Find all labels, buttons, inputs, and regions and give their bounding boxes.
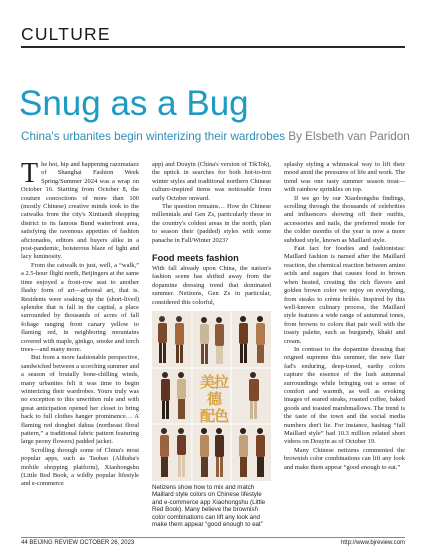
fashion-photo-collage — [152, 311, 271, 481]
paragraph: app) and Douyin (China's version of TikTok), the uptick in searches for both hot-to-trot winter styles and traditional northern Chinese culture-inspired items was noticeable from early October onward. — [152, 161, 271, 202]
paragraph: Scrolling through some of China's most popular apps, such as Taobao (Alibaba's mobile shopping platform), Xiaohongshu (Little Red Book, a wildly popular lifestyle and e-commerce — [21, 446, 139, 488]
byline: By Elsbeth van Paridon — [288, 130, 410, 143]
paragraph: Many Chinese netizens commented the brownish color combinations can lift any look and make them appear “good enough to eat.” — [284, 446, 405, 471]
article-column-3 — [284, 161, 405, 472]
paragraph-text: he hot, hip and happening razzmatazz of Shanghai Fashion Week Spring/Summer 2024 was a wrap on October 16. Starting from October 8, the couture concoctions of more than 100 (mostly Chinese) creative minds took to the catwalks from the city's Xintiandi shopping district to its famous Bund waterfront area, satisfying the ravenous appetites of fashion aficionados, editors and buyers alike in a post-pandemic, boisterous blaze of light and lacy luminosity. — [21, 161, 139, 261]
paragraph: But from a more fashionable perspective, sandwiched between a scorching summer and a season of brutally bone-chilling winds, many urbanites felt it was time to begin winterizing their wardrobes. Yours truly was no exception to this unwritten rule and with great anticipation opened her closet to bring back to full clothes hanger prominence… A flaming red dongbei dahua (northeast floral pattern,” a traditional fabric pattern featuring large peony flowers) padded jacket. — [21, 354, 139, 446]
page-folio: 44 BEIJING REVIEW OCTOBER 26, 2023 — [21, 540, 135, 546]
section-rule — [21, 46, 405, 48]
subheading: Food meets fashion — [152, 253, 239, 263]
deck-text: China's urbanites begin winterizing their wardrobes — [21, 130, 286, 143]
website-link[interactable]: http://www.bjreview.com — [340, 540, 405, 546]
paragraph: If we go by our Xiaohongshu findings, scrolling through the thousands of celebrities and influencers showing off their outfits, accessories and nails, the preferred mode for the colder months of the year is now a more subdued style, known as Maillard style. — [284, 194, 405, 244]
paragraph: splashy styling a whimsical way to lift their mood amid the pressures of life and work. The trend was one tasty summer season treat—with rainbow sprinkles on top. — [284, 161, 405, 194]
paragraph: From the catwalk to just, well, a “walk,” a 2.5-hour flight north, Beijingers at the same time enjoyed a front-row seat to another flashy form of art—arboreal art, that is. Residents were soaking up the (short-lived) splendor that is fall in the capital, a place surrounded by thousands of acres of fall foliage ranging from canary yellow to flaming red, in neighboring mountains covered with maple, ginkgo, smoke and torch trees—and many more. — [21, 261, 139, 353]
paragraph: With fall already upon China, the nation's fashion scene has shifted away from the dopamine dressing trend that dominated summer. Netizens, Gen Zs in particular, considered this colorful, — [152, 265, 271, 306]
section-label: CULTURE — [21, 24, 111, 44]
deck — [21, 130, 410, 144]
article-column-1 — [21, 158, 139, 489]
photo-caption: Netizens show how to mix and match Maillard style colors on Chinese lifestyle and e-commerce app Xiaohongshu (Little Red Book). Many believe the brownish color combinations can lift any look and make them appear “good enough to eat” — [152, 484, 266, 529]
drop-cap: T — [21, 158, 39, 189]
paragraph: Fast fact for foodies and fashionistas: Maillard fashion is named after the Maillard reaction, the chemical reaction between amino acids and sugars that causes food to brown when heated, creating the rich flavors and golden brown color we enjoy on everything, from steaks to crème brûlée. Inspired by this well-known culinary process, the Maillard style features a wide range of autumnal tones, from browns to colors that pair well with the toasty palette, such as burgundy, khaki and cream. — [284, 245, 405, 345]
article-column-2 — [152, 161, 271, 245]
footer-rule — [21, 537, 405, 538]
photo-overlay-text: 美拉德 配色 — [199, 373, 228, 425]
paragraph: The question remains… How do Chinese millennials and Gen Zs, particularly those in the country's coldest areas in the north, plan to season their (padded) styles with some panache in Fall/Winter 2023? — [152, 203, 271, 244]
paragraph — [21, 158, 139, 262]
article-column-2-continued — [152, 265, 271, 307]
paragraph: In contrast to the dopamine dressing that reigned supreme this summer, the new flair fad's enduring, deep-toned, earthy colors capture the essence of the lush autumnal surroundings while bringing out a sense of comfort and warmth, as well as evoking images of seared steaks, roasted coffee, baked goods and toasted marshmallows. The trend is the taste of the town and the social media numbers don't lie. For instance, hashtag “fall Maillard style” had 10.3 million related short videos on Douyin as of October 19. — [284, 345, 405, 446]
headline: Snug as a Bug — [19, 84, 249, 123]
